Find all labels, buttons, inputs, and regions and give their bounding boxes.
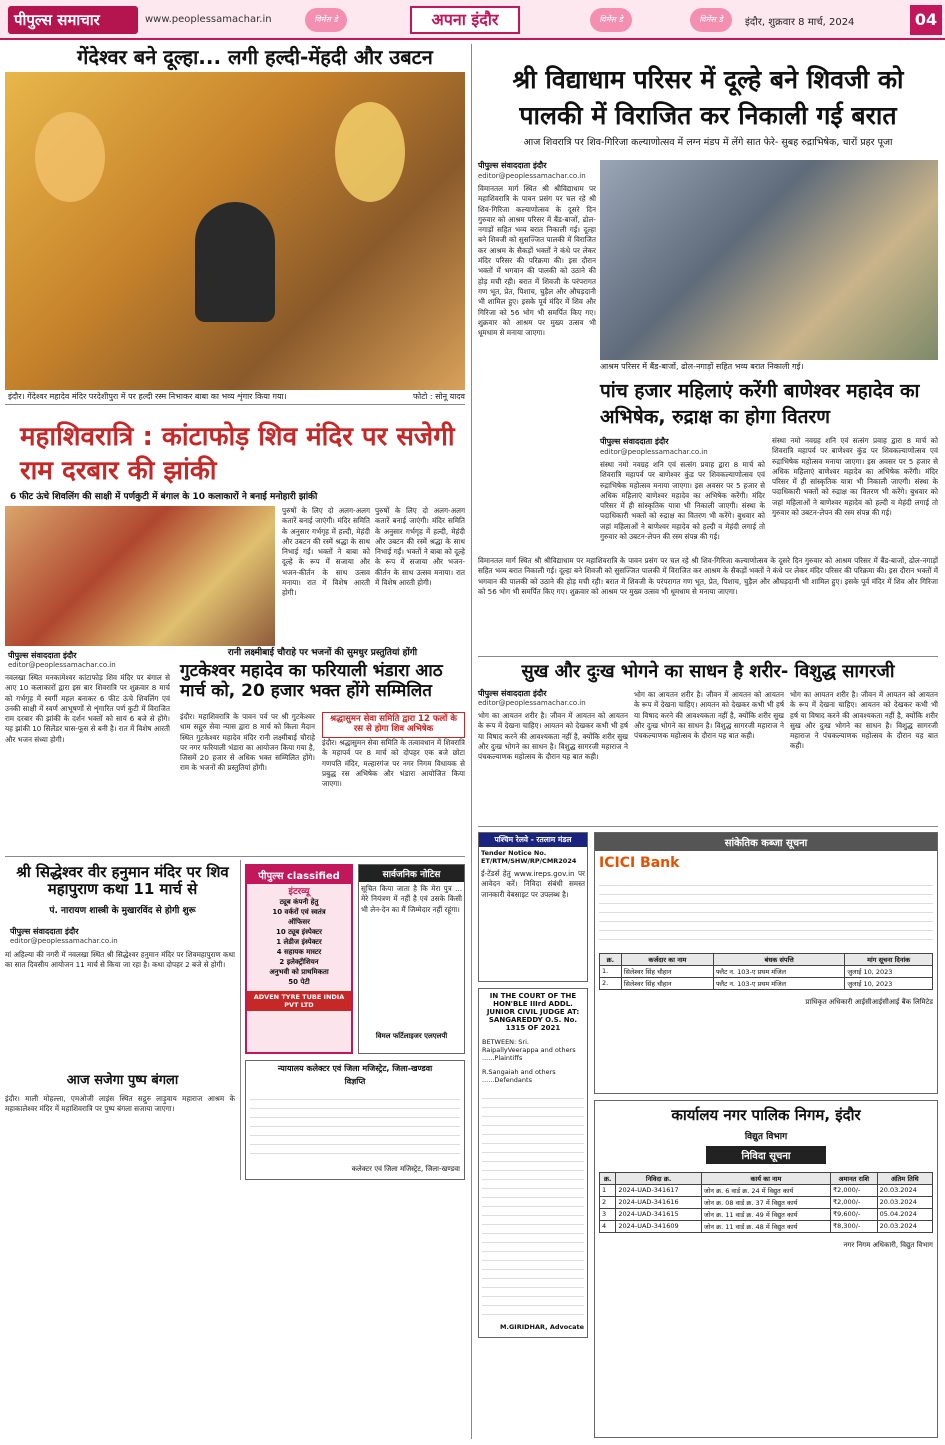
- table-header: कार्य का नाम: [701, 1173, 830, 1185]
- table-header: अमानत राशि: [831, 1173, 878, 1185]
- classified-line: 10 ट्यूब इंस्पेक्टर: [275, 928, 323, 936]
- classified-line: 4 सहायक मास्टर: [276, 948, 322, 956]
- icici-notice-text: [599, 877, 933, 947]
- table-header: क्र.: [600, 1173, 616, 1185]
- story8-subhead: पं. नारायण शास्त्री के मुखारविंद से होगी शुरू: [49, 906, 196, 916]
- nagar-nigam-footer: नगर निगम अधिकारी, विद्युत विभाग: [843, 1241, 933, 1249]
- page-number: 04: [910, 5, 942, 35]
- table-header: कर्जदार का नाम: [621, 954, 713, 966]
- nagar-nigam-tender-notice: [594, 1100, 938, 1438]
- table-header: अंतिम तिथि: [877, 1173, 932, 1185]
- story8-byline: पीपुल्स संवाददाता इंदौर: [10, 927, 79, 936]
- table-cell: जुलाई 10, 2023: [845, 978, 933, 990]
- divider: [478, 656, 938, 657]
- story5-kicker: रानी लक्ष्मीबाई चौराहे पर भजनों की सुमधुर प्रस्तुतियां होंगी: [227, 648, 418, 658]
- collector-notice-footer: कलेक्टर एवं जिला मजिस्ट्रेट, जिला-खण्डवा: [351, 1165, 460, 1173]
- story4-body: नवलखा स्थित मनकामेश्वर कांटाफोड़ शिव मंदिर पर बंगाल से आए 10 कलाकारों द्वारा इस बार शिवरात्रि पर शुक्रवार 8 मार्च को गर्भगृह में स्वर्गी महल बनाकर 6 फीट ऊंचे शिवलिंग एवं उनकी साक्षी में स्वर्ण आभूषणों से शृंगारित पर्ण कुटी में विराजित राम दरबार की झांकी के दर्शन भक्तों को सायं 6 बजे से होंगे। यह झांकी 10 सिलेंडर घास-फूस से बनी है। रात में विशेष आरती और भजन संध्या होगी।: [5, 673, 170, 744]
- story3-body-cont: संस्था नमो नवग्रह शनि एवं सत्संग प्रवाह द्वारा 8 मार्च को शिवरात्रि महापर्व पर बाणेश्वर कुंड पर शिवकल्याणोत्सव एवं रुद्राभिषेक महोत्सव मनाया जाएगा। इस अवसर पर 5 हजार से अधिक महिलाएं बाणेश्वर महादेव का अभिषेक करेंगी। मंदिर परिसर में ही सांस्कृतिक यात्रा भी निकाली जाएगी। संस्था के पदाधिकारी भक्तों को रुद्राक्ष का वितरण भी करेंगे। बुधवार को जहां महिलाओं ने बाणेश्वर महादेव को हल्दी व मेहंदी लगाई तो गुरुवार को उबटन-लेपन की रस्म संपन्न की गई।: [772, 436, 938, 518]
- column-divider: [471, 44, 472, 1439]
- table-cell: 2024-UAD-341617: [616, 1185, 702, 1197]
- story8-email[interactable]: editor@peoplessamachar.co.in: [10, 937, 118, 945]
- palki-procession-photo: [600, 160, 938, 360]
- classified-lines: [247, 897, 351, 987]
- newspaper-logo[interactable]: पीपुल्स समाचार: [8, 6, 138, 34]
- public-notice-body: सूचित किया जाता है कि मेरा पुत्र ... मेरे नियंत्रण में नहीं है एवं उसके किसी भी लेन-देन का मैं जिम्मेदार नहीं रहूंगा।: [361, 884, 462, 914]
- nagar-nigam-table: [599, 1172, 933, 1233]
- story2-body-cont: विमानतल मार्ग स्थित श्री श्रीविद्याधाम पर महाशिवरात्रि के पावन प्रसंग पर चल रहे श्री शिव-गिरिजा कल्याणोत्सव के दूसरे दिन गुरुवार को आश्रम परिसर में बैंड-बाजों, ढोल-नगाड़ों सहित भव्य बरात निकाली गई। दूल्हा बने शिवजी को सुसज्जित पालकी में विराजित कर आश्रम के सैकड़ों भक्तों ने कंधे पर लेकर मंदिर परिसर की परिक्रमा की। इस दौरान भक्तों में भगवान की पालकी को उठाने की होड़ मची रही। बरात में शिवजी के परंपरागत गण भूत, प्रेत, पिशाच, चुड़ैल और औघड़दानी भी शामिल हुए। इसके पूर्व मंदिर में शिव और गिरिजा को 56 भोग भी समर्पित किए गए। शुक्रवार को आश्रम पर मुख्य उत्सव भी धूमधाम से मनाया जाएगा।: [478, 556, 938, 596]
- story8-body: मां अहिल्या की नगरी में नवलखा स्थित श्री सिद्धेश्वर हनुमान मंदिर पर शिवमहापुराण कथा का सात दिवसीय आयोजन 11 मार्च से किया जा रहा है। कथा दोपहर 2 बजे से होगी।: [5, 950, 235, 970]
- classified-ad[interactable]: [245, 864, 353, 1054]
- story1-caption: इंदौर। गेंदेश्वर महादेव मंदिर परदेशीपुरा में पर हल्दी रस्म निभाकर बाबा का भव्य शृंगार किया गया।: [8, 392, 287, 401]
- story2-headline: श्री विद्याधाम परिसर में दूल्हे बने शिवजी को पालकी में विराजित कर निकाली गई बरात: [512, 65, 904, 130]
- story4-headline: महाशिवरात्रि : कांटाफोड़ शिव मंदिर पर सजेगी राम दरबार की झांकी: [20, 422, 455, 486]
- nagar-nigam-title: कार्यालय नगर पालिक निगम, इंदौर: [671, 1106, 861, 1124]
- story7-body-cont2: भोग का आयतन शरीर है। जीवन में आयतन को आयतन के रूप में देखना चाहिए। आयतन को देखकर कभी भी हर्ष या विषाद करने की आवश्यकता नहीं है, क्योंकि शरीर सुख और दुःख भोगने का साधन है। विशुद्ध सागरजी महाराज ने पंचकल्याणक महोत्सव के दौरान यह बात कही।: [790, 690, 938, 751]
- story3-headline: पांच हजार महिलाएं करेंगी बाणेश्वर महादेव का अभिषेक, रुद्राक्ष का होगा वितरण: [600, 380, 920, 428]
- story3-email[interactable]: editor@peoplessamachar.co.in: [600, 448, 708, 456]
- story7-email[interactable]: editor@peoplessamachar.co.in: [478, 699, 586, 707]
- railway-notice-title: पश्चिम रेलवे - रतलाम मंडल: [479, 833, 587, 847]
- collector-notice-title: न्यायालय कलेक्टर एवं जिला मजिस्ट्रेट, जिला-खण्डवा: [277, 1064, 433, 1073]
- story4-subhead: 6 फीट ऊंचे शिवलिंग की साक्षी में पर्णकुटी में बंगाल के 10 कलाकारों ने बनाई मनोहारी झांकी: [10, 492, 318, 502]
- classified-company: ADVEN TYRE TUBE INDIA PVT LTD: [247, 991, 351, 1011]
- nagar-nigam-dept: विद्युत विभाग: [744, 1132, 788, 1142]
- table-cell: फ्लैट न. 103-ए प्रथम मंजिल: [714, 966, 845, 978]
- story8-headline: श्री सिद्धेश्वर वीर हनुमान मंदिर पर शिव महापुराण कथा 11 मार्च से: [16, 863, 229, 899]
- table-cell: 20.03.2024: [877, 1197, 932, 1209]
- table-row: [600, 966, 933, 978]
- story9-headline: आज सजेगा पुष्प बंगला: [66, 1073, 179, 1088]
- story1-headline: गेंदेश्वर बने दूल्हा... लगी हल्दी-मेंहदी और उबटन: [77, 45, 433, 69]
- table-cell: 20.03.2024: [877, 1185, 932, 1197]
- table-header: बंधक संपत्ति: [714, 954, 845, 966]
- photo-credit: फोटो : सोनू यादव: [413, 392, 465, 401]
- court-notice-sign: M.GIRIDHAR, Advocate: [500, 1323, 584, 1331]
- story4-byline: पीपुल्स संवाददाता इंदौर: [8, 651, 77, 660]
- classified-line: ट्यूब कंपनी हेतु: [279, 898, 319, 906]
- story4-email[interactable]: editor@peoplessamachar.co.in: [8, 661, 116, 669]
- collector-notice-text: [250, 1091, 460, 1161]
- icici-notice-title: सांकेतिक कब्जा सूचना: [595, 833, 937, 851]
- table-header: मांग सूचना दिनांक: [845, 954, 933, 966]
- table-row: [600, 1221, 933, 1233]
- icici-bank-logo: ICICI Bank: [599, 855, 680, 871]
- classified-line: ऑफिसर: [288, 918, 310, 926]
- table-cell: 3: [600, 1209, 616, 1221]
- story7-body-cont: भोग का आयतन शरीर है। जीवन में आयतन को आयतन के रूप में देखना चाहिए। आयतन को देखकर कभी भी हर्ष या विषाद करने की आवश्यकता नहीं है, क्योंकि शरीर सुख और दुःख भोगने का साधन है। विशुद्ध सागरजी महाराज ने पंचकल्याणक महोत्सव के दौरान यह बात कही।: [634, 690, 784, 741]
- table-row: [600, 978, 933, 990]
- public-notice-title: सार्वजनिक नोटिस: [359, 865, 464, 882]
- icici-notice-sign: प्राधिकृत अधिकारी आईसीआईसीआई बैंक लिमिटेड: [805, 998, 933, 1006]
- railway-notice-sub: Tender Notice No. ET/RTM/SHW/RP/CMR2024: [481, 849, 577, 865]
- section-title: अपना इंदौर: [410, 6, 520, 34]
- classified-line: 50 पेटी: [288, 978, 310, 986]
- divider: [5, 856, 465, 857]
- story6-body: इंदौर। श्रद्धासुमन सेवा समिति के तत्वावधान में शिवरात्रि के महापर्व पर 8 मार्च को दोपहर एक बजे छोटा गणपति मंदिर, मल्हारगंज पर नगर निगम विधायक से प्रबुद्ध रस अभिषेक और भंडारा आयोजित किया जाएगा।: [322, 738, 465, 789]
- collector-notice-sub: विज्ञप्ति: [344, 1077, 366, 1086]
- table-cell: फ्लैट न. 103-ए प्रथम मंजिल: [714, 978, 845, 990]
- table-cell: जोन क्र. 08 वार्ड क्र. 37 में विद्युत कार्य: [701, 1197, 830, 1209]
- story9-body: इंदौर। माली मोहल्ला, एमओजी लाइंस स्थित सद्गुरु लाड़ुवाय महाराज आश्रम के महाकालेश्वर मंदिर में महाशिवरात्रि पर पुष्प बंगला सजाया जाएगा।: [5, 1094, 235, 1114]
- story5-body: इंदौर। महाशिवरात्रि के पावन पर्व पर श्री गुटकेश्वर धाम सद्गुरु सेवा न्यास द्वारा 8 मार्च को किला मैदान स्थित गुटकेश्वर महादेव मंदिर रानी लक्ष्मीबाई चौराहे पर नगर फरियाली भंडारा का आयोजन किया गया है, जिसमें 20 हजार से अधिक भक्त सम्मिलित होंगे। राम के भजनों की प्रस्तुतियां होंगी।: [180, 712, 315, 773]
- public-notice-footer: विमल फर्टिलाइजर एलएलपी: [375, 1032, 448, 1040]
- nagar-nigam-sub: निविदा सूचना: [706, 1146, 826, 1164]
- classified-line: अनुभवी को प्राथमिकता: [269, 968, 329, 976]
- table-cell: 2024-UAD-341616: [616, 1197, 702, 1209]
- story2-body: विमानतल मार्ग स्थित श्री श्रीविद्याधाम पर महाशिवरात्रि के पावन प्रसंग पर चल रहे श्री शिव-गिरिजा कल्याणोत्सव के दूसरे दिन गुरुवार को आश्रम परिसर में बैंड-बाजों, ढोल-नगाड़ों सहित भव्य बरात निकाली गई। दूल्हा बने शिवजी को सुसज्जित पालकी में विराजित कर आश्रम के सैकड़ों भक्तों ने कंधे पर लेकर मंदिर परिसर की परिक्रमा की। इस दौरान भक्तों में भगवान की पालकी को उठाने की होड़ मची रही। बरात में शिवजी के परंपरागत गण भूत, प्रेत, पिशाच, चुड़ैल और औघड़दानी भी शामिल हुए। इसके पूर्व मंदिर में शिव और गिरिजा को 56 भोग भी समर्पित किए गए। शुक्रवार को आश्रम पर मुख्य उत्सव भी धूमधाम से मनाया जाएगा।: [478, 184, 596, 338]
- website-url[interactable]: www.peoplessamachar.in: [145, 14, 272, 25]
- column-divider: [240, 860, 241, 1180]
- court-notice-defendant: R.Sangaiah and others ......Defendants: [482, 1068, 556, 1084]
- table-cell: जुलाई 10, 2023: [845, 966, 933, 978]
- table-header: निविदा क्र.: [616, 1173, 702, 1185]
- table-cell: 1: [600, 1185, 616, 1197]
- icici-possession-notice: [594, 832, 938, 1094]
- date-line: इंदौर, शुक्रवार 8 मार्च, 2024: [745, 17, 855, 28]
- table-cell: जोन क्र. 11 वार्ड क्र. 49 में विद्युत कार्य: [701, 1209, 830, 1221]
- story2-caption: आश्रम परिसर में बैंड-बाजों, ढोल-नगाड़ों सहित भव्य बरात निकाली गई।: [600, 362, 804, 371]
- railway-notice-body: ई-टेंडर्स हेतु www.ireps.gov.in पर आवेदन करें। निविदा संबंधी समस्त जानकारी वेबसाइट पर उपलब्ध है।: [481, 869, 585, 899]
- table-cell: ₹9,600/-: [831, 1209, 878, 1221]
- story2-subhead: आज शिवरात्रि पर शिव-गिरिजा कल्याणोत्सव में लग्न मंडप में लेंगे सात फेरे- सुबह रुद्राभिषेक, चारों प्रहर पूजा: [523, 137, 893, 148]
- table-cell: 2024-UAD-341609: [616, 1221, 702, 1233]
- table-cell: 1.: [600, 966, 622, 978]
- story1-body: पुरुषों के लिए दो अलग-अलग कतारें बनाई जाएंगी। मंदिर समिति के अनुसार गर्भगृह में हल्दी, मेहंदी और उबटन की रस्में श्रद्धा के साथ निभाई गईं। भक्तों ने बाबा को दूल्हे के रूप में सजाया और भजन-कीर्तन के साथ उत्सव मनाया। रात में विशेष आरती होगी।: [282, 506, 370, 598]
- classified-line: 10 वर्करों एवं स्वतंत्र: [272, 908, 326, 916]
- table-cell: ₹2,000/-: [831, 1197, 878, 1209]
- story3-byline: पीपुल्स संवाददाता इंदौर: [600, 437, 669, 446]
- table-cell: 2024-UAD-341615: [616, 1209, 702, 1221]
- story7-byline: पीपुल्स संवाददाता इंदौर: [478, 689, 547, 698]
- public-notice: [358, 864, 465, 1054]
- table-cell: 4: [600, 1221, 616, 1233]
- divider: [5, 404, 465, 405]
- story7-headline: सुख और दुःख भोगने का साधन है शरीर- विशुद्ध सागरजी: [521, 661, 895, 682]
- court-notice-between: BETWEEN: Sri. RaipallyVeerappa and others ......Plaintiffs: [482, 1038, 576, 1062]
- story1-body-cont: पुरुषों के लिए दो अलग-अलग कतारें बनाई जाएंगी। मंदिर समिति के अनुसार गर्भगृह में हल्दी, मेहंदी और उबटन की रस्में श्रद्धा के साथ निभाई गईं। भक्तों ने बाबा को दूल्हे के रूप में सजाया और भजन-कीर्तन के साथ उत्सव मनाया। रात में विशेष आरती होगी।: [375, 506, 465, 588]
- story3-body: संस्था नमो नवग्रह शनि एवं सत्संग प्रवाह द्वारा 8 मार्च को शिवरात्रि महापर्व पर बाणेश्वर कुंड पर शिवकल्याणोत्सव एवं रुद्राभिषेक महोत्सव मनाया जाएगा। इस अवसर पर 5 हजार से अधिक महिलाएं बाणेश्वर महादेव का अभिषेक करेंगी। मंदिर परिसर में ही सांस्कृतिक यात्रा भी निकाली जाएगी। संस्था के पदाधिकारी भक्तों को रुद्राक्ष का वितरण भी करेंगे। बुधवार को जहां महिलाओं ने बाणेश्वर महादेव को हल्दी व मेहंदी लगाई तो गुरुवार को उबटन-लेपन की रस्म संपन्न की गई।: [600, 460, 765, 542]
- table-cell: 05.04.2024: [877, 1209, 932, 1221]
- classified-line: 2 इलेक्ट्रीशियन: [279, 958, 319, 966]
- table-cell: सिलेश्वर सिंह चौहान: [621, 966, 713, 978]
- table-cell: 2: [600, 1197, 616, 1209]
- table-row: [600, 1185, 933, 1197]
- table-row: [600, 1197, 933, 1209]
- classified-sub: इंटरव्यू: [288, 887, 310, 897]
- womens-day-badge-2: विमेंस डे: [590, 8, 632, 32]
- story7-body: भोग का आयतन शरीर है। जीवन में आयतन को आयतन के रूप में देखना चाहिए। आयतन को देखकर कभी भी हर्ष या विषाद करने की आवश्यकता नहीं है, क्योंकि शरीर सुख और दुःख भोगने का साधन है। विशुद्ध सागरजी महाराज ने पंचकल्याणक महोत्सव के दौरान यह बात कही।: [478, 711, 628, 762]
- court-notice: [478, 988, 588, 1338]
- table-row: [600, 1209, 933, 1221]
- table-header: क्र.: [600, 954, 622, 966]
- story2-byline: पीपुल्स संवाददाता इंदौर: [478, 161, 547, 170]
- story6-headline: श्रद्धासुमन सेवा समिति द्वारा 12 फलों के रस से होगा शिव अभिषेक: [322, 712, 465, 738]
- ram-darbar-photo: [5, 506, 275, 646]
- table-cell: जोन क्र. 6 वार्ड क्र. 24 में विद्युत कार्य: [701, 1185, 830, 1197]
- court-notice-text: [482, 1090, 584, 1320]
- icici-table: [599, 953, 933, 990]
- table-cell: ₹8,300/-: [831, 1221, 878, 1233]
- railway-tender-notice: [478, 832, 588, 982]
- story2-email[interactable]: editor@peoplessamachar.co.in: [478, 172, 586, 180]
- table-cell: जोन क्र. 11 वार्ड क्र. 48 में विद्युत कार्य: [701, 1221, 830, 1233]
- table-cell: सिलेश्वर सिंह चौहान: [621, 978, 713, 990]
- haldi-ceremony-photo: [5, 72, 465, 390]
- classified-line: 1 लेडीज इंस्पेक्टर: [276, 938, 322, 946]
- divider: [478, 826, 938, 827]
- court-notice-title: IN THE COURT OF THE HON'BLE IIIrd ADDL. JUNIOR CIVIL JUDGE AT: SANGAREDDY O.S. No. 1315 OF 2021: [486, 992, 580, 1032]
- table-cell: ₹2,000/-: [831, 1185, 878, 1197]
- womens-day-badge: विमेंस डे: [305, 8, 347, 32]
- collector-notice: [245, 1060, 465, 1180]
- table-cell: 2.: [600, 978, 622, 990]
- classified-title: पीपुल्स classified: [247, 866, 351, 884]
- table-cell: 20.03.2024: [877, 1221, 932, 1233]
- womens-day-badge-3: विमेंस डे: [690, 8, 732, 32]
- story5-headline: गुटकेश्वर महादेव का फरियाली भंडारा आठ मार्च को, 20 हजार भक्त होंगे सम्मिलित: [180, 661, 443, 701]
